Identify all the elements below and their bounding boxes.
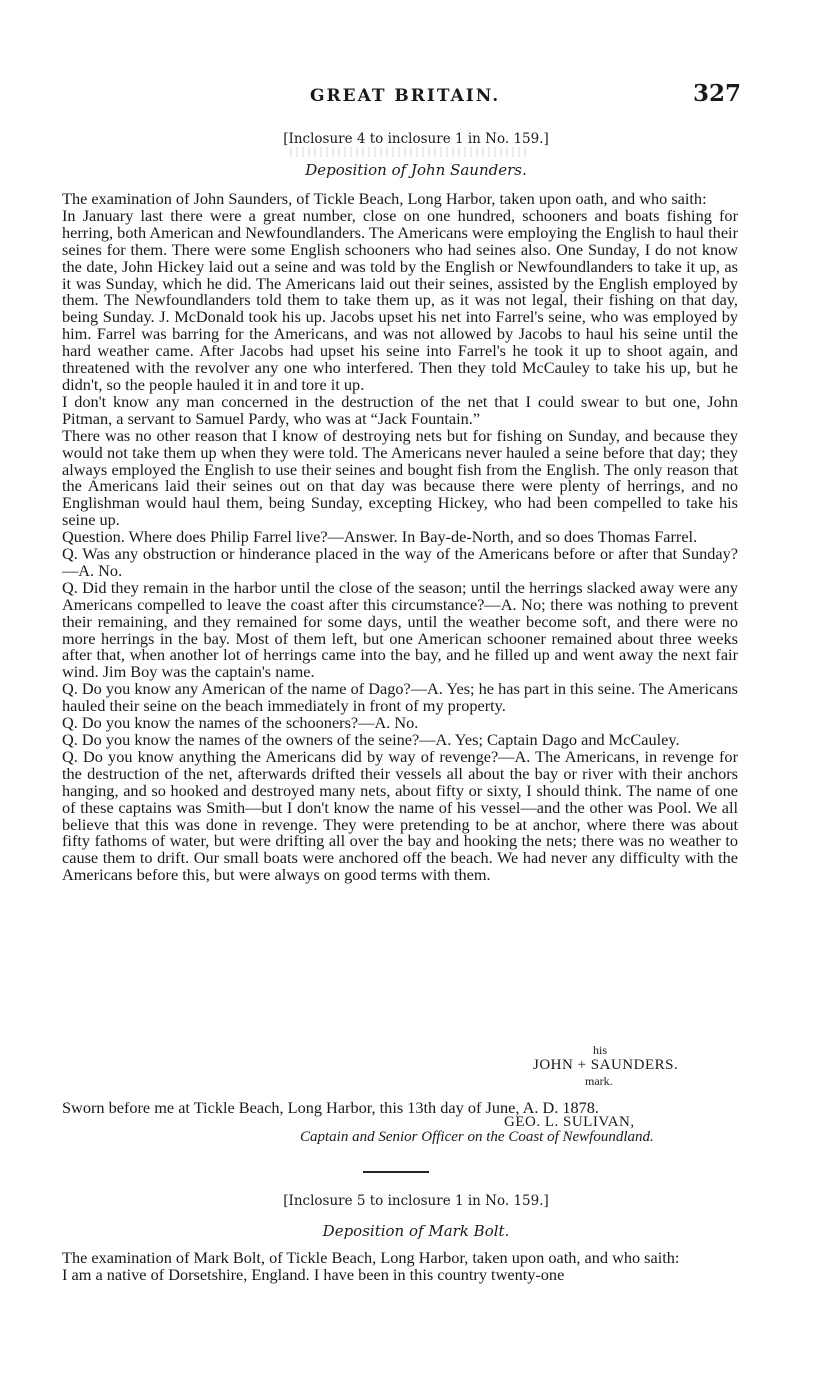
officer-title: Captain and Senior Officer on the Coast of Newfoundland. (300, 1129, 654, 1145)
paragraph: Q. Was any obstruction or hinderance placed in the way of the Americans before or after that Sunday?—A. No. (62, 544, 738, 580)
signature-mark: mark. (585, 1074, 613, 1088)
signature-his: his (593, 1043, 608, 1057)
paragraph: In January last there were a great number, close on one hundred, schooners and boats fishing for herring, both American and Newfoundlanders. The Americans were employing the English to haul their seines for them. There were some English schooners who had seines also. One Sunday, I do not know the date, John Hickey laid out a seine and was told by the English or Newfoundlanders to take it up, as it was Sunday, which he did. The Americans laid out their seines, assisted by the English employed by them. The Newfoundlanders told them to take them up, as it was not legal, their fishing on that day, being Sunday. J. McDonald took his up. Jacobs upset his net into Farrel's seine, who was employed by him. Farrel was barring for the Americans, and was not allowed by Jacobs to haul his seine until the hard weather came. After Jacobs had upset his seine into Farrel's he took it up to shoot again, and threatened with the revolver any one who interfered. Then they told McCauley to take his up, but he didn't, so the people hauled it in and tore it up. (62, 205, 738, 394)
inclosure-5-label: [Inclosure 5 to inclosure 1 in No. 159.] (283, 1193, 549, 1209)
deposition-title-bolt: Deposition of Mark Bolt. (322, 1222, 510, 1240)
signature-name: JOHN + SAUNDERS. (533, 1057, 679, 1073)
paragraph: The examination of Mark Bolt, of Tickle Beach, Long Harbor, taken upon oath, and who saith: (62, 1248, 680, 1267)
deposition-title-saunders: Deposition of John Saunders. (305, 161, 527, 179)
paragraph: Q. Did they remain in the harbor until the close of the season; until the herrings slacked away were any Americans compelled to leave the coast after this circumstance?—A. No; there was nothing to prevent their remaining, and they remained for some days, until the weather become soft, and there were no more herrings in the bay. Most of them left, but one American schooner remained about three weeks after that, when another lot of herrings came into the bay, and he filled up and went away the next fair wind. Jim Boy was the captain's name. (62, 577, 738, 682)
bolt-deposition-body (62, 1250, 738, 1284)
paragraph: Q. Do you know the names of the owners of the seine?—A. Yes; Captain Dago and McCauley. (62, 730, 680, 749)
running-head: GREAT BRITAIN. (310, 86, 501, 106)
page-number: 327 (693, 80, 742, 107)
saunders-deposition-body (62, 191, 738, 884)
paragraph: Q. Do you know the names of the schooners?—A. No. (62, 713, 419, 733)
officer-name: GEO. L. SULIVAN, (504, 1114, 635, 1130)
paragraph: Q. Do you know any American of the name of Dago?—A. Yes; he has part in this seine. The Americans hauled their seine on the beach immediately in front of my property. (62, 679, 738, 716)
print-smudge (290, 147, 526, 157)
sworn-statement: Sworn before me at Tickle Beach, Long Harbor, this 13th day of June, A. D. 1878. (62, 1098, 599, 1117)
paragraph: There was no other reason that I know of destroying nets but for fishing on Sunday, and because they would not take them up when they were told. The Americans never hauled a seine before that day; they always employed the English to use their seines and bought fish from the English. The only reason that the Americans laid their seines out on that day was because there were plenty of herrings, and no Englishman would haul them, being Sunday, excepting Hickey, who had been compelled to take his seine up. (62, 425, 738, 530)
section-divider (363, 1171, 429, 1173)
inclosure-4-label: [Inclosure 4 to inclosure 1 in No. 159.] (283, 131, 549, 147)
paragraph: I don't know any man concerned in the destruction of the net that I could swear to but one, John Pitman, a servant to Samuel Pardy, who was at “Jack Fountain.” (62, 391, 738, 428)
paragraph: Q. Do you know anything the Americans did by way of revenge?—A. The Americans, in revenge for the destruction of the net, afterwards drifted their vessels all about the bay or river with their anchors hanging, and so hooked and destroyed many nets, about fifty or sixty, I should think. The name of one of these captains was Smith—but I don't know the name of his vessel—and the other was Pool. We all believe that this was done in revenge. They were pretending to be at anchor, where there was about fifty fathoms of water, but were drifting all over the bay and hooking the nets; there was no weather to cause them to drift. Our small boats were anchored off the beach. We had never any difficulty with the Americans before this, but were always on good terms with them. (62, 746, 738, 885)
paragraph: Question. Where does Philip Farrel live?—Answer. In Bay-de-North, and so does Thomas Farrel. (62, 527, 698, 547)
paragraph: I am a native of Dorsetshire, England. I have been in this country twenty-one (62, 1264, 565, 1284)
paragraph: The examination of John Saunders, of Tickle Beach, Long Harbor, taken upon oath, and who saith: (62, 189, 707, 208)
